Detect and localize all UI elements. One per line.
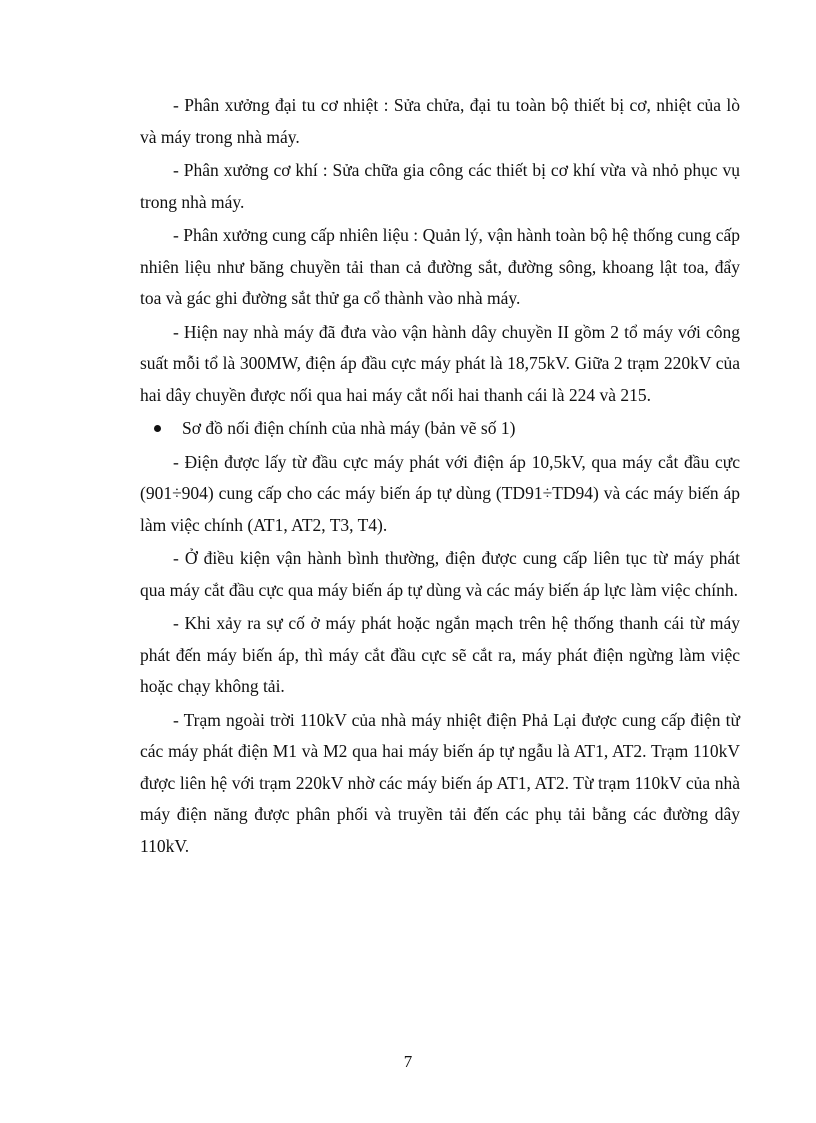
bullet-heading-text: Sơ đồ nối điện chính của nhà máy (bản vẽ số 1) xyxy=(182,418,516,438)
page-content xyxy=(140,90,740,864)
paragraph-fault-condition: - Khi xảy ra sự cố ở máy phát hoặc ngắn mạch trên hệ thống thanh cái từ máy phát đến máy biến áp, thì máy cắt đầu cực sẽ cắt ra, máy phát điện ngừng làm việc hoặc chạy không tải. xyxy=(140,613,740,696)
paragraph-outdoor-substation: - Trạm ngoài trời 110kV của nhà máy nhiệt điện Phả Lại được cung cấp điện từ các máy phát điện M1 và M2 qua hai máy biến áp tự ngẫu là AT1, AT2. Trạm 110kV được liên hệ với trạm 220kV nhờ các máy biến áp AT1, AT2. Từ trạm 110kV của nhà máy điện năng được phân phối và truyền tải đến các phụ tải bằng các đường dây 110kV. xyxy=(140,709,740,856)
paragraph-repair-workshop: - Phân xưởng đại tu cơ nhiệt : Sửa chửa, đại tu toàn bộ thiết bị cơ, nhiệt của lò và máy trong nhà máy. xyxy=(140,95,740,147)
page-number: 7 xyxy=(403,1052,413,1071)
paragraph-normal-operation: - Ở điều kiện vận hành bình thường, điện được cung cấp liên tục từ máy phát qua máy cắt đầu cực qua máy biến áp tự dùng và các máy biến áp lực làm việc chính. xyxy=(140,548,740,600)
bullet-icon xyxy=(154,425,161,432)
paragraph-production-line: - Hiện nay nhà máy đã đưa vào vận hành dây chuyền II gồm 2 tổ máy với công suất mỗi tổ là 300MW, điện áp đầu cực máy phát là 18,75kV. Giữa 2 trạm 220kV của hai dây chuyền được nối qua hai máy cắt nối hai thanh cái là 224 và 215. xyxy=(140,321,740,405)
bullet-heading xyxy=(140,413,740,445)
paragraph-mechanical-workshop: - Phân xưởng cơ khí : Sửa chữa gia công các thiết bị cơ khí vừa và nhỏ phục vụ trong nhà máy. xyxy=(140,160,740,212)
paragraph-fuel-workshop: - Phân xưởng cung cấp nhiên liệu : Quản lý, vận hành toàn bộ hệ thống cung cấp nhiên liệu như băng chuyền tải than cả đường sắt, đường sông, khoang lật toa, đẩy toa và gác ghi đường sắt thử ga cổ thành vào nhà máy. xyxy=(140,225,740,308)
paragraph-power-source: - Điện được lấy từ đầu cực máy phát với điện áp 10,5kV, qua máy cắt đầu cực (901÷904) cung cấp cho các máy biến áp tự dùng (TD91÷TD94) và các máy biến áp làm việc chính (AT1, AT2, T3, T4). xyxy=(140,451,740,535)
